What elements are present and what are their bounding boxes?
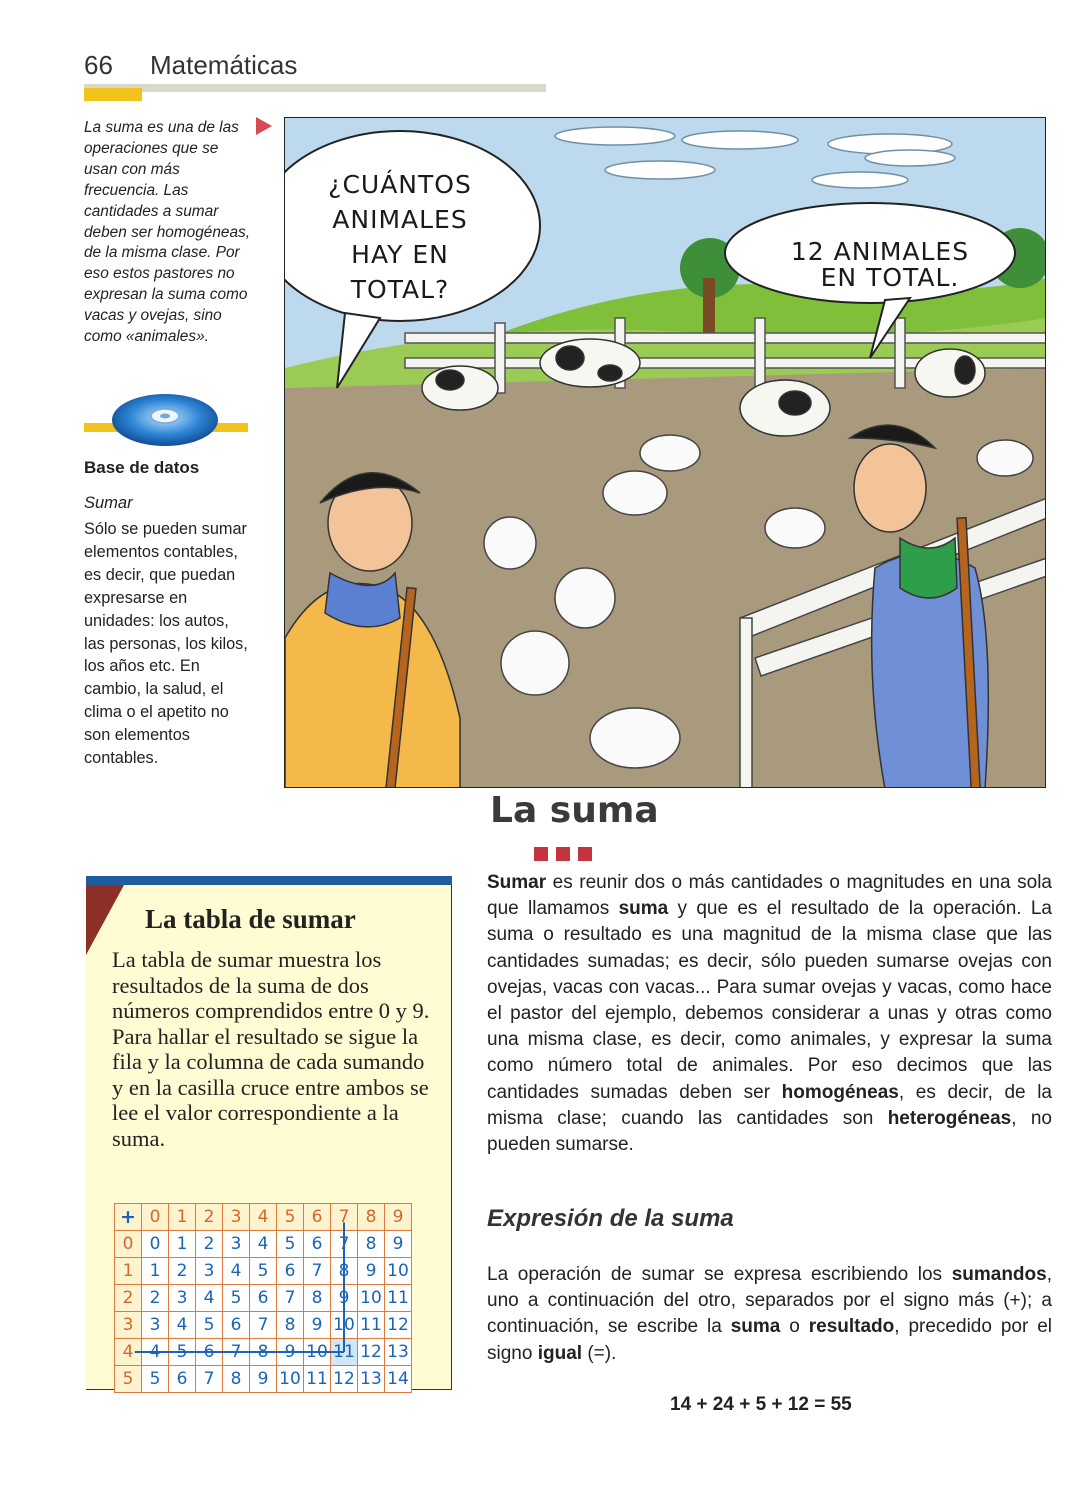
sum-cell: 5: [169, 1339, 196, 1366]
sum-cell: 6: [250, 1285, 277, 1312]
sum-cell: 8: [358, 1231, 385, 1258]
sum-cell: 11: [358, 1312, 385, 1339]
header-rule: [84, 84, 546, 92]
column-header-cell: 9: [385, 1204, 412, 1231]
bubble-left-line-2: ANIMALES: [332, 205, 468, 234]
column-header-cell: 3: [223, 1204, 250, 1231]
sum-cell: 5: [277, 1231, 304, 1258]
bubble-right-line-1: 12 ANIMALES: [790, 237, 970, 266]
database-body: Sólo se pueden sumar elementos contables, es decir, que puedan expresarse en unidades: los autos, las personas, los kilos, los años etc. En cambio, la salud, el clima o el apetito no son elementos contables.: [84, 520, 248, 768]
column-header-cell: 0: [142, 1204, 169, 1231]
title-square-1: [534, 847, 548, 861]
info-box-text: La tabla de sumar muestra los resultados de la suma de dos números comprendidos entre 0 y 9. Para hallar el resultado se sigue la fila y la columna de cada sumando y en la casilla cruce entre ambos se lee el valor correspondiente a la suma.: [112, 947, 430, 1151]
bubble-left-line-1: ¿CUÁNTOS: [328, 170, 472, 199]
column-header-cell: 7: [331, 1204, 358, 1231]
sum-cell: 9: [358, 1258, 385, 1285]
row-header-cell: 1: [115, 1258, 142, 1285]
row-header-cell: 5: [115, 1366, 142, 1393]
row-header-cell: 0: [115, 1231, 142, 1258]
sum-cell: 7: [196, 1366, 223, 1393]
example-formula: 14 + 24 + 5 + 12 = 55: [670, 1394, 852, 1415]
column-header-cell: 2: [196, 1204, 223, 1231]
sum-cell: 6: [223, 1312, 250, 1339]
sum-cell: 9: [385, 1231, 412, 1258]
sum-cell: 3: [142, 1312, 169, 1339]
sum-cell: 5: [196, 1312, 223, 1339]
addition-table: [114, 1203, 412, 1393]
sum-cell: 2: [142, 1285, 169, 1312]
highlighted-sum-cell: 11: [331, 1339, 358, 1366]
sum-cell: 11: [304, 1366, 331, 1393]
pointer-arrow-icon: [256, 117, 272, 135]
sum-cell: 12: [358, 1339, 385, 1366]
sum-cell: 9: [331, 1285, 358, 1312]
row-header-cell: 2: [115, 1285, 142, 1312]
table-row: [115, 1285, 412, 1312]
sum-cell: 4: [196, 1285, 223, 1312]
sum-cell: 9: [304, 1312, 331, 1339]
sum-cell: 5: [142, 1366, 169, 1393]
sum-cell: 6: [196, 1339, 223, 1366]
sum-cell: 10: [277, 1366, 304, 1393]
sum-cell: 3: [169, 1285, 196, 1312]
sum-cell: 10: [331, 1312, 358, 1339]
sum-cell: 4: [250, 1231, 277, 1258]
sum-cell: 9: [277, 1339, 304, 1366]
sum-cell: 7: [331, 1231, 358, 1258]
sum-cell: 13: [385, 1339, 412, 1366]
table-row: [115, 1339, 412, 1366]
plus-sign-cell: +: [115, 1204, 142, 1231]
info-box-top-bar: [86, 876, 452, 885]
sum-cell: 0: [142, 1231, 169, 1258]
column-header-cell: 5: [277, 1204, 304, 1231]
sum-cell: 7: [277, 1285, 304, 1312]
sum-cell: 5: [250, 1258, 277, 1285]
sum-cell: 7: [304, 1258, 331, 1285]
sum-cell: 7: [250, 1312, 277, 1339]
table-row: [115, 1366, 412, 1393]
row-header-cell: 3: [115, 1312, 142, 1339]
main-title: La suma: [490, 790, 659, 831]
sum-cell: 3: [223, 1231, 250, 1258]
row-header-cell: 4: [115, 1339, 142, 1366]
section-title: Matemáticas: [150, 50, 298, 80]
sum-cell: 8: [223, 1366, 250, 1393]
table-row: [115, 1231, 412, 1258]
sum-cell: 6: [277, 1258, 304, 1285]
sum-cell: 2: [169, 1258, 196, 1285]
sum-cell: 5: [223, 1285, 250, 1312]
bubble-left-line-3: HAY EN: [351, 240, 449, 269]
sum-cell: 8: [331, 1258, 358, 1285]
sum-cell: 8: [304, 1285, 331, 1312]
sum-cell: 10: [385, 1258, 412, 1285]
database-title: Base de datos: [84, 458, 200, 477]
bubble-left-line-4: TOTAL?: [350, 275, 450, 304]
column-header-cell: 8: [358, 1204, 385, 1231]
column-header-cell: 6: [304, 1204, 331, 1231]
info-box-corner: [86, 885, 124, 955]
table-header-row: [115, 1204, 412, 1231]
sum-cell: 8: [277, 1312, 304, 1339]
cd-disc-icon: [110, 391, 220, 449]
sum-cell: 1: [142, 1258, 169, 1285]
sum-cell: 10: [358, 1285, 385, 1312]
comic-illustration: [284, 117, 1046, 788]
table-row: [115, 1312, 412, 1339]
expression-heading: Expresión de la suma: [487, 1205, 734, 1232]
column-header-cell: 4: [250, 1204, 277, 1231]
sum-cell: 9: [250, 1366, 277, 1393]
info-box-title: La tabla de sumar: [145, 904, 356, 934]
header-accent-bar: [84, 88, 142, 101]
table-row: [115, 1258, 412, 1285]
sum-cell: 10: [304, 1339, 331, 1366]
sum-cell: 4: [142, 1339, 169, 1366]
column-header-cell: 1: [169, 1204, 196, 1231]
sum-cell: 4: [223, 1258, 250, 1285]
sum-cell: 13: [358, 1366, 385, 1393]
sum-cell: 12: [385, 1312, 412, 1339]
sum-cell: 12: [331, 1366, 358, 1393]
sum-cell: 7: [223, 1339, 250, 1366]
title-square-3: [578, 847, 592, 861]
sum-cell: 3: [196, 1258, 223, 1285]
sum-cell: 14: [385, 1366, 412, 1393]
database-subtitle: Sumar: [84, 494, 133, 512]
page-number: 66: [84, 50, 113, 80]
sum-cell: 8: [250, 1339, 277, 1366]
bubble-right-line-2: EN TOTAL.: [820, 263, 960, 292]
sum-cell: 2: [196, 1231, 223, 1258]
expression-paragraph: La operación de sumar se expresa escribiendo los sumandos, uno a continuación del otro, separados por el signo más (+); a continuación, se escribe la suma o resultado, precedido por el signo igual (=).: [487, 1264, 1052, 1364]
sum-cell: 1: [169, 1231, 196, 1258]
sum-cell: 6: [169, 1366, 196, 1393]
title-square-2: [556, 847, 570, 861]
sum-cell: 11: [385, 1285, 412, 1312]
sum-cell: 6: [304, 1231, 331, 1258]
sum-cell: 4: [169, 1312, 196, 1339]
definition-paragraph: Sumar es reunir dos o más cantidades o magnitudes en una sola que llamamos suma y que es el resultado de la operación. La suma o resultado es una magnitud de la misma clase que las cantidades sumadas; es decir, sólo pueden sumarse ovejas con ovejas, vacas con vacas... Para sumar ovejas y vacas, como hace el pastor del ejemplo, debemos considerar a unas y otras como una misma clase, es decir, como animales, y expresar la suma como número total de animales. Por eso decimos que las cantidades sumadas deben ser homogéneas, es decir, de la misma clase; cuando las cantidades son heterogéneas, no pueden sumarse.: [487, 872, 1052, 1156]
sidebar-note: La suma es una de las operaciones que se usan con más frecuencia. Las cantidades a sumar deben ser homogéneas, de la misma clase. Por eso estos pastores no expresan la suma como vacas y ovejas, sino como «animales».: [84, 119, 250, 346]
